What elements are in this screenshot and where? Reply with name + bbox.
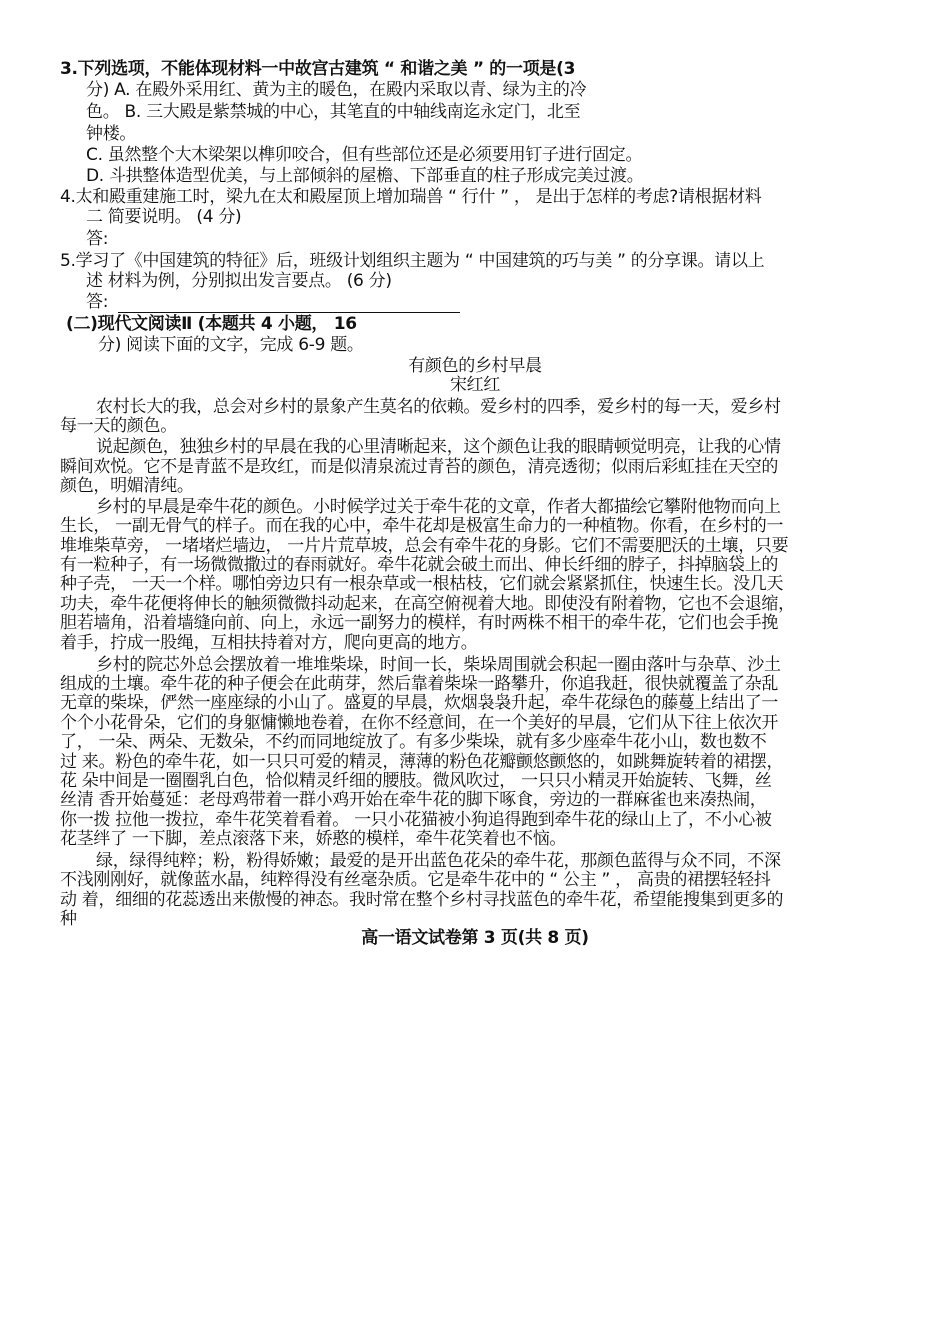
q3-line-4: 钟楼。: [86, 124, 137, 144]
q3-option-c: C. 虽然整个大木梁架以榫卯咬合，但有些部位还是必须要用钉子进行固定。: [86, 145, 643, 165]
q4-line-1: 4.太和殿重建施工时，梁九在太和殿屋顶上增加瑞兽 “ 行什 ” ， 是出于怎样的考虑?请根据材料: [60, 187, 762, 207]
article-line: 生长， 一副无骨气的样子。而在我的心中，牵牛花却是极富生命力的一种植物。你看，在乡村的一: [60, 516, 784, 536]
q5-answer-line: [118, 312, 460, 313]
article-line: 乡村的院芯外总会摆放着一堆堆柴垛，时间一长，柴垛周围就会积起一圈由落叶与杂草、沙土: [96, 655, 781, 675]
article-line: 不浅刚刚好，就像蓝水晶，纯粹得没有丝毫杂质。它是牵牛花中的 “ 公主 ” ， 高贵的裙摆轻轻抖: [60, 870, 771, 890]
article-line: 个个小花骨朵，它们的身躯慵懒地卷着，在你不经意间，在一个美好的早晨，它们从下往上依次开: [60, 713, 779, 733]
article-author: 宋红红: [449, 375, 501, 395]
q4-answer-label: 答:: [86, 229, 109, 249]
article-line: 花茎绊了 一下脚，差点滚落下来，娇憨的模样，牵牛花笑着也不恼。: [60, 829, 567, 849]
page-footer: 高一语文试卷第 3 页(共 8 页): [361, 928, 589, 948]
article-line: 组成的土壤。牵牛花的种子便会在此萌芽，然后靠着柴垛一路攀升，你追我赶，很快就覆盖了杂乱: [60, 674, 779, 694]
article-line: 堆堆柴草旁， 一堵堵烂墙边， 一片片荒草坡，总会有牵牛花的身影。它们不需要肥沃的土壤，只要: [60, 536, 789, 556]
article-line: 动 着，细细的花蕊透出来傲慢的神态。我时常在整个乡村寻找蓝色的牵牛花，希望能搜集到更多的: [60, 890, 784, 910]
article-line: 丝清 香开始蔓延：老母鸡带着一群小鸡开始在牵牛花的脚下啄食，旁边的一群麻雀也来凑热闹，: [60, 790, 767, 810]
q3-option-d: D. 斗拱整体造型优美，与上部倾斜的屋檐、下部垂直的柱子形成完美过渡。: [86, 166, 644, 186]
article-line: 乡村的早晨是牵牛花的颜色。小时候学过关于牵牛花的文章，作者大都描绘它攀附他物而向上: [96, 497, 781, 517]
article-line: 种子壳， 一天一个样。哪怕旁边只有一根杂草或一根枯枝，它们就会紧紧抓住，快速生长。没几天: [60, 574, 784, 594]
article-line: 胆若墙角，沿着墙缝向前、向上，永远一副努力的模样，有时两株不相干的牵牛花，它们也会手挽: [60, 613, 779, 633]
q3-line-2: 分) A. 在殿外采用红、黄为主的暖色，在殿内采取以青、绿为主的冷: [86, 80, 587, 100]
q3-line-3: 色。 B. 三大殿是紫禁城的中心，其笔直的中轴线南迄永定门，北至: [86, 102, 581, 122]
q5-answer-label: 答:: [86, 292, 109, 312]
article-line: 每一天的颜色。: [60, 416, 177, 436]
q4-line-2: 二 简要说明。 (4 分): [86, 207, 242, 227]
article-line: 无章的柴垛，俨然一座座绿的小山了。盛夏的早晨，炊烟袅袅升起，牵牛花绿色的藤蔓上结出了一: [60, 693, 779, 713]
q5-line-2: 述 材料为例，分别拟出发言要点。 (6 分): [86, 271, 392, 291]
article-line: 绿，绿得纯粹；粉，粉得娇嫩；最爱的是开出蓝色花朵的牵牛花，那颜色蓝得与众不同，不深: [96, 851, 781, 871]
article-line: 种: [60, 909, 77, 929]
article-line: 有一粒种子，有一场微微撒过的春雨就好。牵牛花就会破土而出、伸长纤细的脖子，抖掉脑袋上的: [60, 555, 779, 575]
section-instruction: 分) 阅读下面的文字，完成 6-9 题。: [98, 335, 364, 355]
article-line: 说起颜色，独独乡村的早晨在我的心里清晰起来，这个颜色让我的眼睛顿觉明亮，让我的心情: [96, 437, 781, 457]
q5-line-1: 5.学习了《中国建筑的特征》后，班级计划组织主题为 “ 中国建筑的巧与美 ” 的分享课。请以上: [60, 251, 765, 271]
article-line: 瞬间欢悦。它不是青蓝不是玫红，而是似清泉流过青苔的颜色，清亮透彻；似雨后彩虹挂在天空的: [60, 457, 779, 477]
article-line: 农村长大的我，总会对乡村的景象产生莫名的依赖。爱乡村的四季，爱乡村的每一天，爱乡村: [96, 397, 781, 417]
article-line: 了， 一朵、两朵、无数朵，不约而同地绽放了。有多少柴垛，就有多少座牵牛花小山，数也数不: [60, 732, 767, 752]
article-line: 着手，拧成一股绳，互相扶持着对方，爬向更高的地方。: [60, 633, 478, 653]
article-line: 颜色，明媚清纯。: [60, 476, 194, 496]
article-line: 功夫，牵牛花便将伸长的触须微微抖动起来，在高空俯视着大地。即使没有附着物，它也不会退缩，: [60, 594, 795, 614]
article-line: 过 来。粉色的牵牛花，如一只只可爱的精灵，薄薄的粉色花瓣颤悠颤悠的，如跳舞旋转着的裙摆，: [60, 752, 784, 772]
article-line: 花 朵中间是一圈圈乳白色，恰似精灵纤细的腰肢。微风吹过， 一只只小精灵开始旋转、飞舞，丝: [60, 771, 772, 791]
q3-line-1: 3.下列选项，不能体现材料一中故宫古建筑 “ 和谐之美 ” 的一项是(3: [60, 59, 576, 79]
article-line: 你一拨 拉他一拨拉，牵牛花笑着看着。 一只小花猫被小狗追得跑到牵牛花的绿山上了，不小心被: [60, 810, 772, 830]
article-title: 有颜色的乡村早晨: [408, 356, 542, 376]
section-heading: (二)现代文阅读Ⅱ (本题共 4 小题， 16: [66, 314, 357, 334]
